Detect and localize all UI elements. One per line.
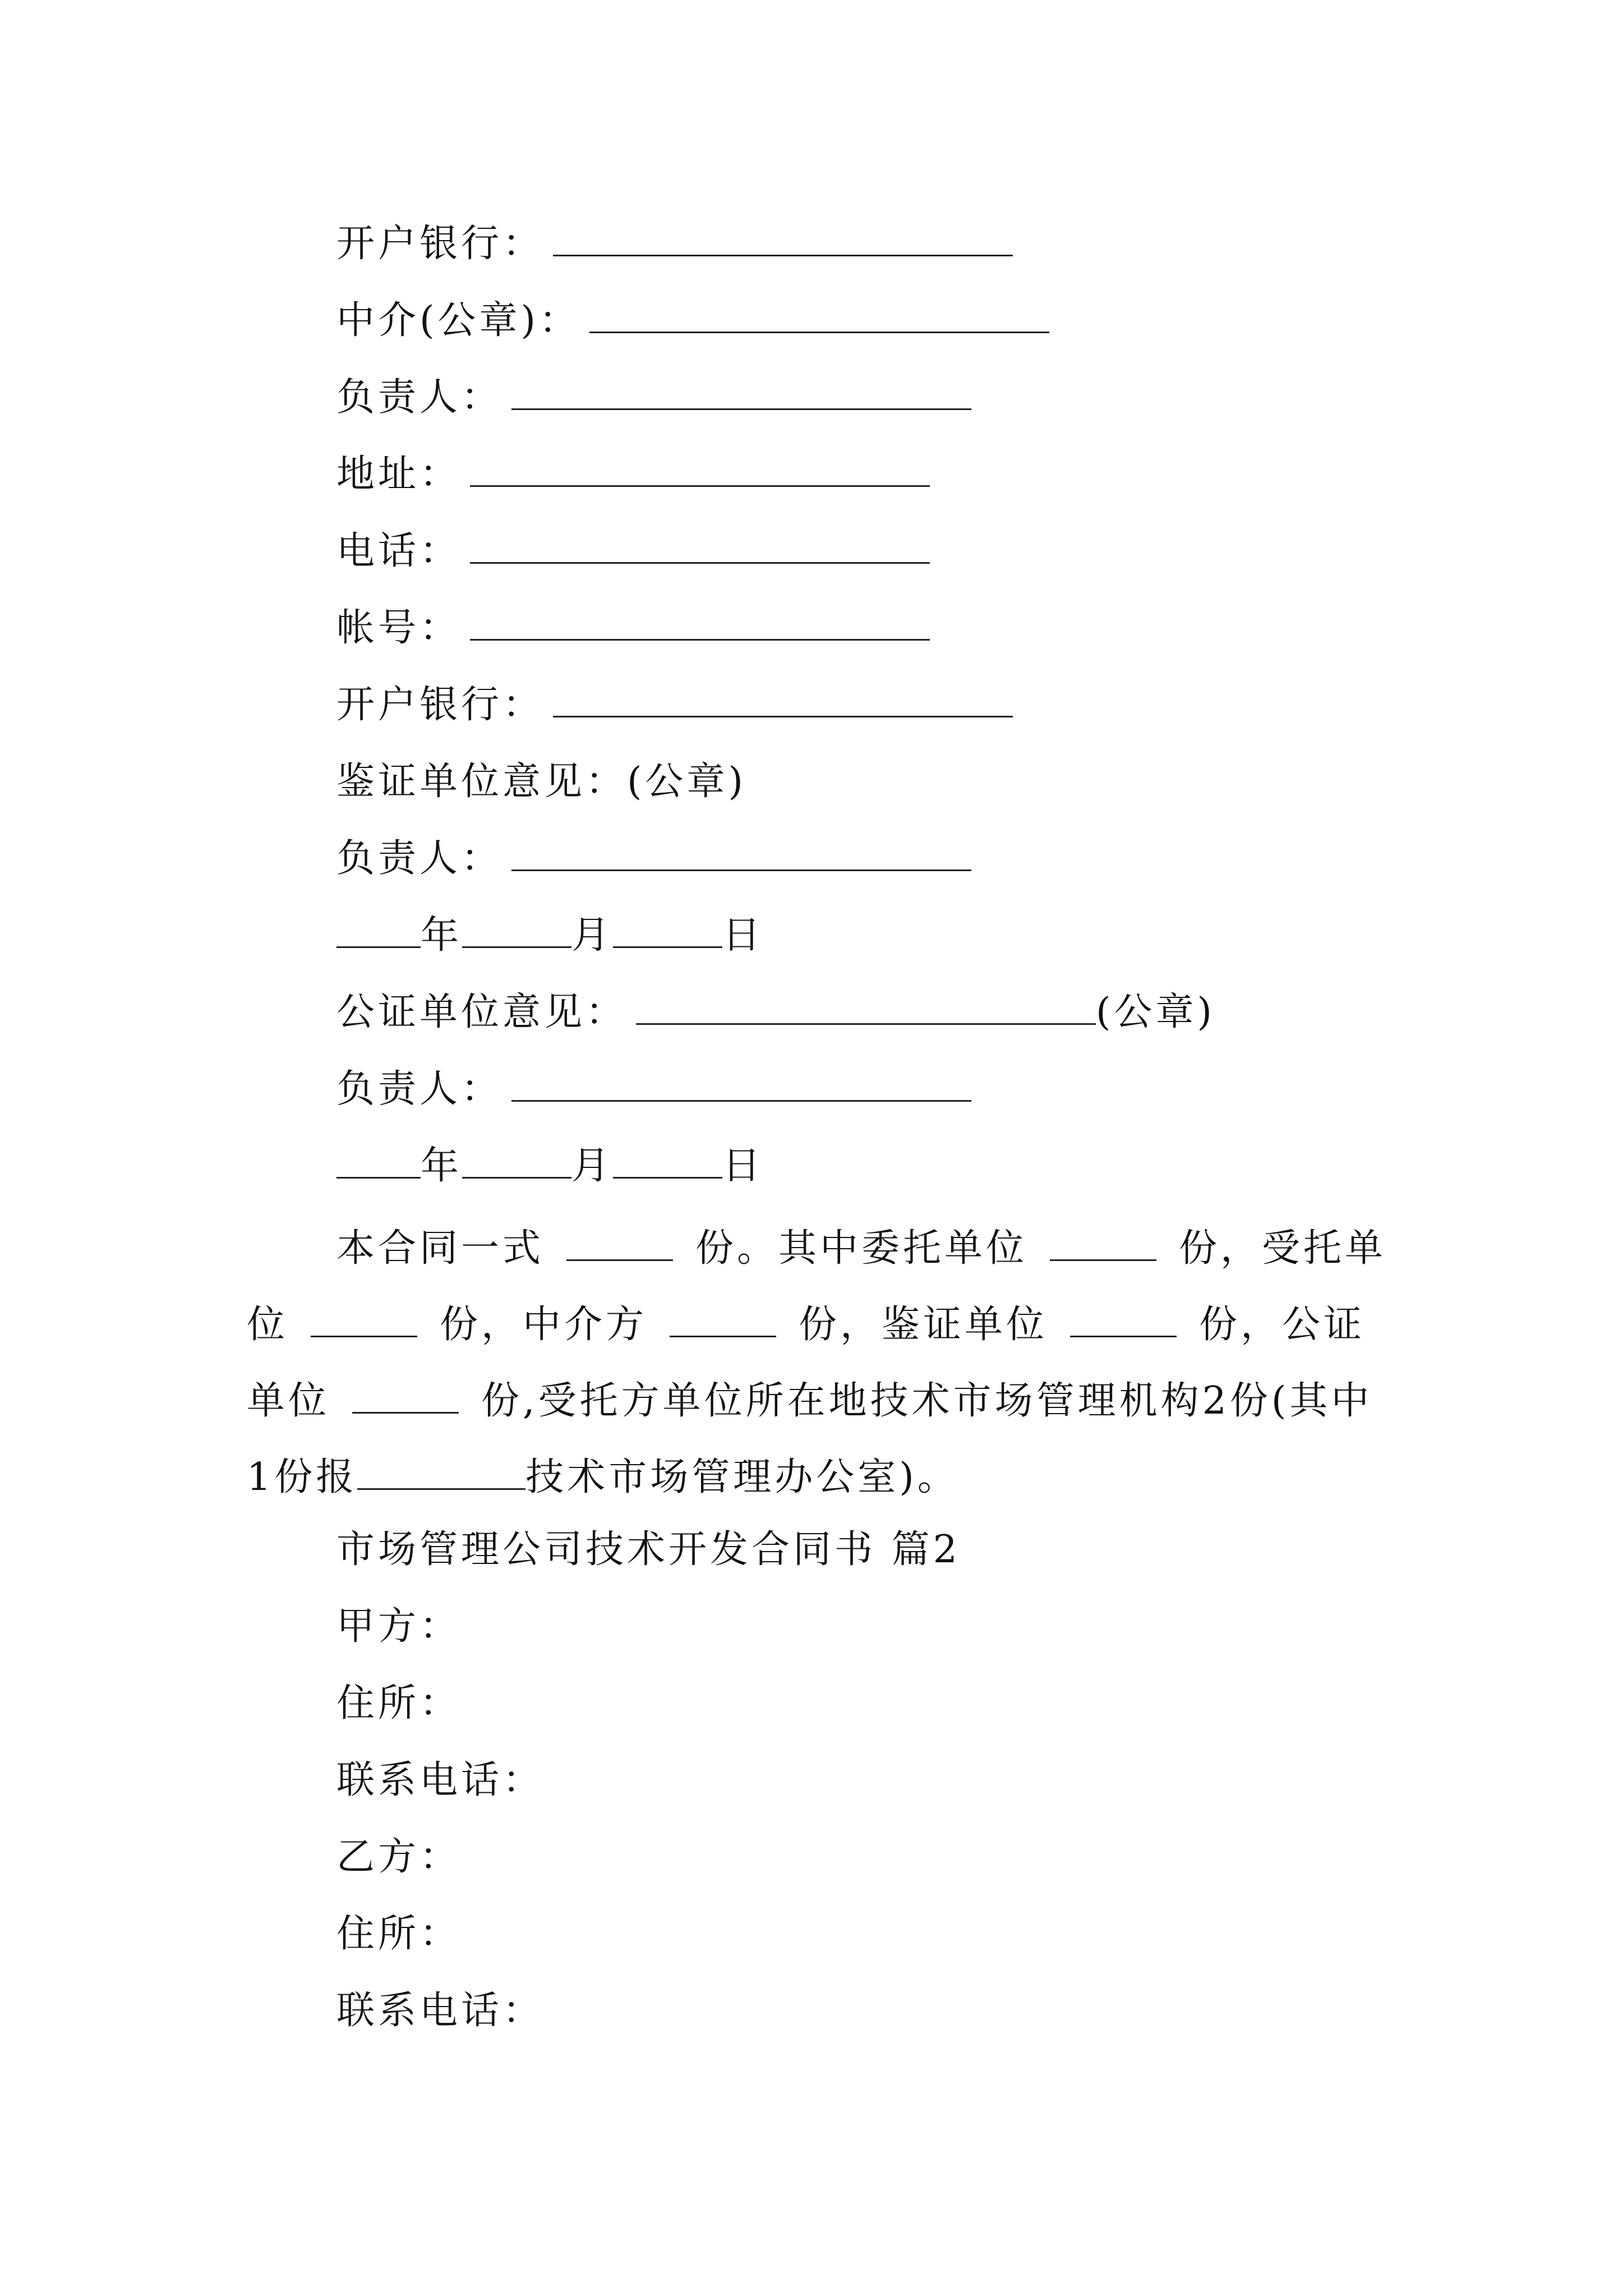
phone-b-label: 联系电话： — [336, 1989, 545, 2033]
account-line — [336, 603, 930, 654]
notary-label: 公证单位意见： — [336, 990, 628, 1034]
blank-field — [670, 1301, 776, 1337]
address-label: 地址： — [336, 452, 462, 496]
blank-field — [357, 1453, 525, 1490]
copies-text: 技术市场管理办公室)。 — [525, 1455, 959, 1499]
party-a-label: 甲方： — [336, 1604, 462, 1649]
blank-field — [553, 681, 1013, 717]
person-label: 负责人： — [336, 375, 503, 420]
blank-field — [1050, 1225, 1156, 1261]
person-line-1 — [336, 372, 971, 423]
blank-field — [511, 835, 971, 871]
blank-field — [470, 527, 930, 564]
copies-text: 份，鉴证单位 — [799, 1303, 1048, 1347]
address-line — [336, 449, 930, 500]
blank-field — [336, 912, 421, 948]
party-b-label: 乙方： — [336, 1835, 462, 1879]
copies-paragraph — [247, 1211, 1391, 1516]
phone-a-label: 联系电话： — [336, 1758, 545, 1802]
blank-field — [336, 1142, 421, 1179]
account-label: 帐号： — [336, 606, 462, 650]
notary-seal: (公章) — [1096, 990, 1216, 1034]
person-line-2 — [336, 834, 971, 884]
person-line-3 — [336, 1064, 971, 1115]
blank-field — [566, 1225, 673, 1261]
appraisal-line — [336, 757, 746, 807]
day-label: 日 — [722, 913, 764, 958]
appraisal-label: 鉴证单位意见：(公章) — [336, 760, 747, 804]
date-line-1 — [336, 910, 764, 961]
copies-text: 份。其中委托单位 — [695, 1226, 1028, 1271]
blank-field — [470, 604, 930, 641]
copies-text: 份，公证单位 — [247, 1303, 1366, 1423]
blank-field — [1070, 1301, 1177, 1337]
month-label: 月 — [571, 1144, 614, 1188]
copies-text: 份,受托方单位所在地技术市场管理机构2份(其中1份报 — [247, 1379, 1373, 1499]
copies-text: 份，中介方 — [440, 1303, 648, 1347]
blank-field — [462, 912, 571, 948]
blank-field — [636, 988, 1096, 1025]
blank-field — [553, 220, 1013, 256]
blank-field — [613, 1142, 722, 1179]
phone-line — [336, 526, 930, 577]
bank-label: 开户银行： — [336, 683, 545, 727]
person-label: 负责人： — [336, 1067, 503, 1111]
copies-text: 本合同一式 — [336, 1226, 545, 1271]
address-b-label: 住所： — [336, 1912, 462, 1956]
blank-field — [511, 1065, 971, 1102]
copies-text: 份，受托单位 — [247, 1226, 1387, 1347]
bank-label: 开户银行： — [336, 222, 545, 266]
phone-label: 电话： — [336, 529, 462, 573]
date-line-2 — [336, 1141, 764, 1191]
agent-label: 中介(公章)： — [336, 298, 581, 343]
blank-field — [613, 912, 722, 948]
person-label: 负责人： — [336, 836, 503, 881]
blank-field — [462, 1142, 571, 1179]
bank-line-2 — [336, 680, 1013, 730]
agent-line — [336, 296, 1049, 346]
year-label: 年 — [421, 1144, 463, 1188]
blank-field — [352, 1377, 459, 1414]
month-label: 月 — [571, 913, 614, 958]
blank-field — [511, 374, 971, 410]
blank-field — [470, 450, 930, 487]
address-a-label: 住所： — [336, 1681, 462, 1726]
section-title: 市场管理公司技术开发合同书 篇2 — [336, 1527, 961, 1572]
blank-field — [589, 297, 1049, 333]
year-label: 年 — [421, 913, 463, 958]
day-label: 日 — [722, 1144, 764, 1188]
bank-line-1 — [336, 219, 1013, 269]
blank-field — [311, 1301, 417, 1337]
notary-line — [336, 987, 1215, 1038]
